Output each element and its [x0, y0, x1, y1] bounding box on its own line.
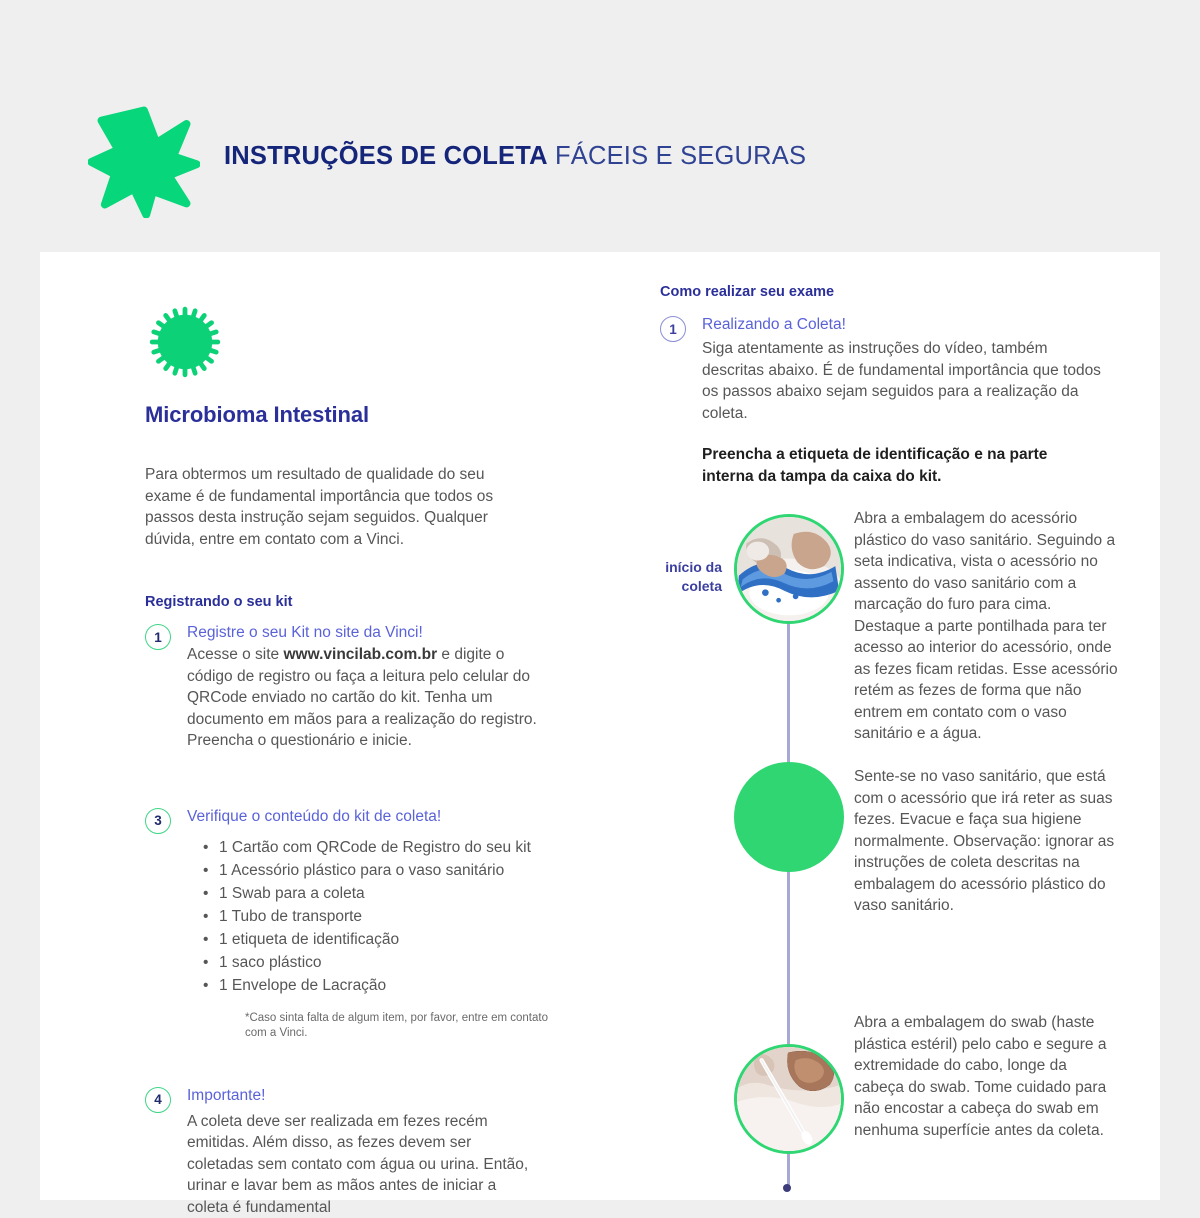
- section-heading-how-to: Como realizar seu exame: [660, 284, 1120, 300]
- step-title: Registre o seu Kit no site da Vinci!: [187, 622, 565, 644]
- step-body: A coleta deve ser realizada em fezes recém emitidas. Além disso, as fezes devem ser coletadas sem contato com água ou urina. Então, urinar e lavar bem as mãos antes de iniciar a coleta é fundamental: [187, 1111, 537, 1218]
- step-performing-collection: [660, 314, 1120, 424]
- content-card: [40, 252, 1160, 1200]
- step-number-badge: 3: [145, 808, 171, 834]
- step-verify-contents: [145, 806, 565, 1041]
- list-item: • 1 Swab para a coleta: [203, 882, 565, 905]
- list-item: • 1 Envelope de Lacração: [203, 974, 565, 997]
- timeline-end-dot: [783, 1184, 791, 1192]
- step-important: [145, 1085, 565, 1218]
- list-item: • 1 etiqueta de identificação: [203, 928, 565, 951]
- section-heading-register: Registrando o seu kit: [145, 594, 565, 610]
- collection-timeline: [630, 514, 1200, 1204]
- timeline-start-label: início da coleta: [630, 558, 722, 596]
- starburst-icon: [88, 106, 200, 218]
- list-item: • 1 saco plástico: [203, 951, 565, 974]
- right-column: [660, 284, 1120, 488]
- step-body-post: e digite o código de registro ou faça a leitura pelo celular do QRCode enviado no cartão do kit. Tenha um documento em mãos para a realização do registro. Preencha o questionário e inicie.: [187, 646, 537, 749]
- kit-contents-note: *Caso sinta falta de algum item, por favor, entre em contato com a Vinci.: [187, 1011, 565, 1041]
- exam-title: Microbioma Intestinal: [145, 402, 565, 428]
- page-title: [224, 142, 806, 171]
- list-item: • 1 Acessório plástico para o vaso sanitário: [203, 859, 565, 882]
- green-circle-marker: [734, 762, 844, 872]
- list-item: • 1 Tubo de transporte: [203, 905, 565, 928]
- left-column: [145, 302, 565, 1218]
- step-body: Siga atentamente as instruções do vídeo, também descritas abaixo. É de fundamental importância que todos os passos abaixo sejam seguidos para a realização da coleta.: [702, 338, 1102, 424]
- starburst-icon: [145, 302, 225, 382]
- step-number-badge: 4: [145, 1087, 171, 1113]
- step-body-pre: Acesse o site: [187, 646, 284, 663]
- step-title: Importante!: [187, 1085, 565, 1107]
- page-header: [0, 0, 1200, 252]
- swab-handling-photo: [734, 1044, 844, 1154]
- step-number-badge: 1: [660, 316, 686, 342]
- step-title: Verifique o conteúdo do kit de coleta!: [187, 806, 565, 828]
- list-item: • 1 Cartão com QRCode de Registro do seu kit: [203, 836, 565, 859]
- intro-paragraph: Para obtermos um resultado de qualidade do seu exame é de fundamental importância que todos os passos desta instrução sejam seguidos. Qualquer dúvida, entre em contato com a Vinci.: [145, 464, 525, 550]
- toilet-accessory-photo: [734, 514, 844, 624]
- step-body: [187, 644, 537, 752]
- step-register-kit: [145, 622, 565, 752]
- step-number-badge: 1: [145, 624, 171, 650]
- timeline-step-text: Sente-se no vaso sanitário, que está com o acessório que irá reter as suas fezes. Evacue e faça sua higiene normalmente. Observação: ignorar as instruções de coleta descritas na embalagem do acessório plástico do vaso sanitário.: [854, 766, 1119, 917]
- timeline-step-text: Abra a embalagem do swab (haste plástica estéril) pelo cabo e segure a extremidade do cabo, longe da cabeça do swab. Tome cuidado para não encostar a cabeça do swab em nenhuma superfície antes da coleta.: [854, 1012, 1119, 1141]
- label-fill-instruction: Preencha a etiqueta de identificação e na parte interna da tampa da caixa do kit.: [660, 444, 1060, 488]
- page-title-light: FÁCEIS E SEGURAS: [548, 142, 806, 170]
- page-title-strong: INSTRUÇÕES DE COLETA: [224, 142, 548, 170]
- step-title: Realizando a Coleta!: [702, 314, 1120, 336]
- website-link[interactable]: www.vincilab.com.br: [284, 646, 438, 663]
- timeline-step-text: Abra a embalagem do acessório plástico do vaso sanitário. Seguindo a seta indicativa, vista o acessório no assento do vaso sanitário com a marcação do furo para cima. Destaque a parte pontilhada para ter acesso ao interior do acessório, onde as fezes ficam retidas. Esse acessório retém as fezes de forma que não entrem em contato com o vaso sanitário e a água.: [854, 508, 1119, 745]
- kit-contents-list: [187, 836, 565, 997]
